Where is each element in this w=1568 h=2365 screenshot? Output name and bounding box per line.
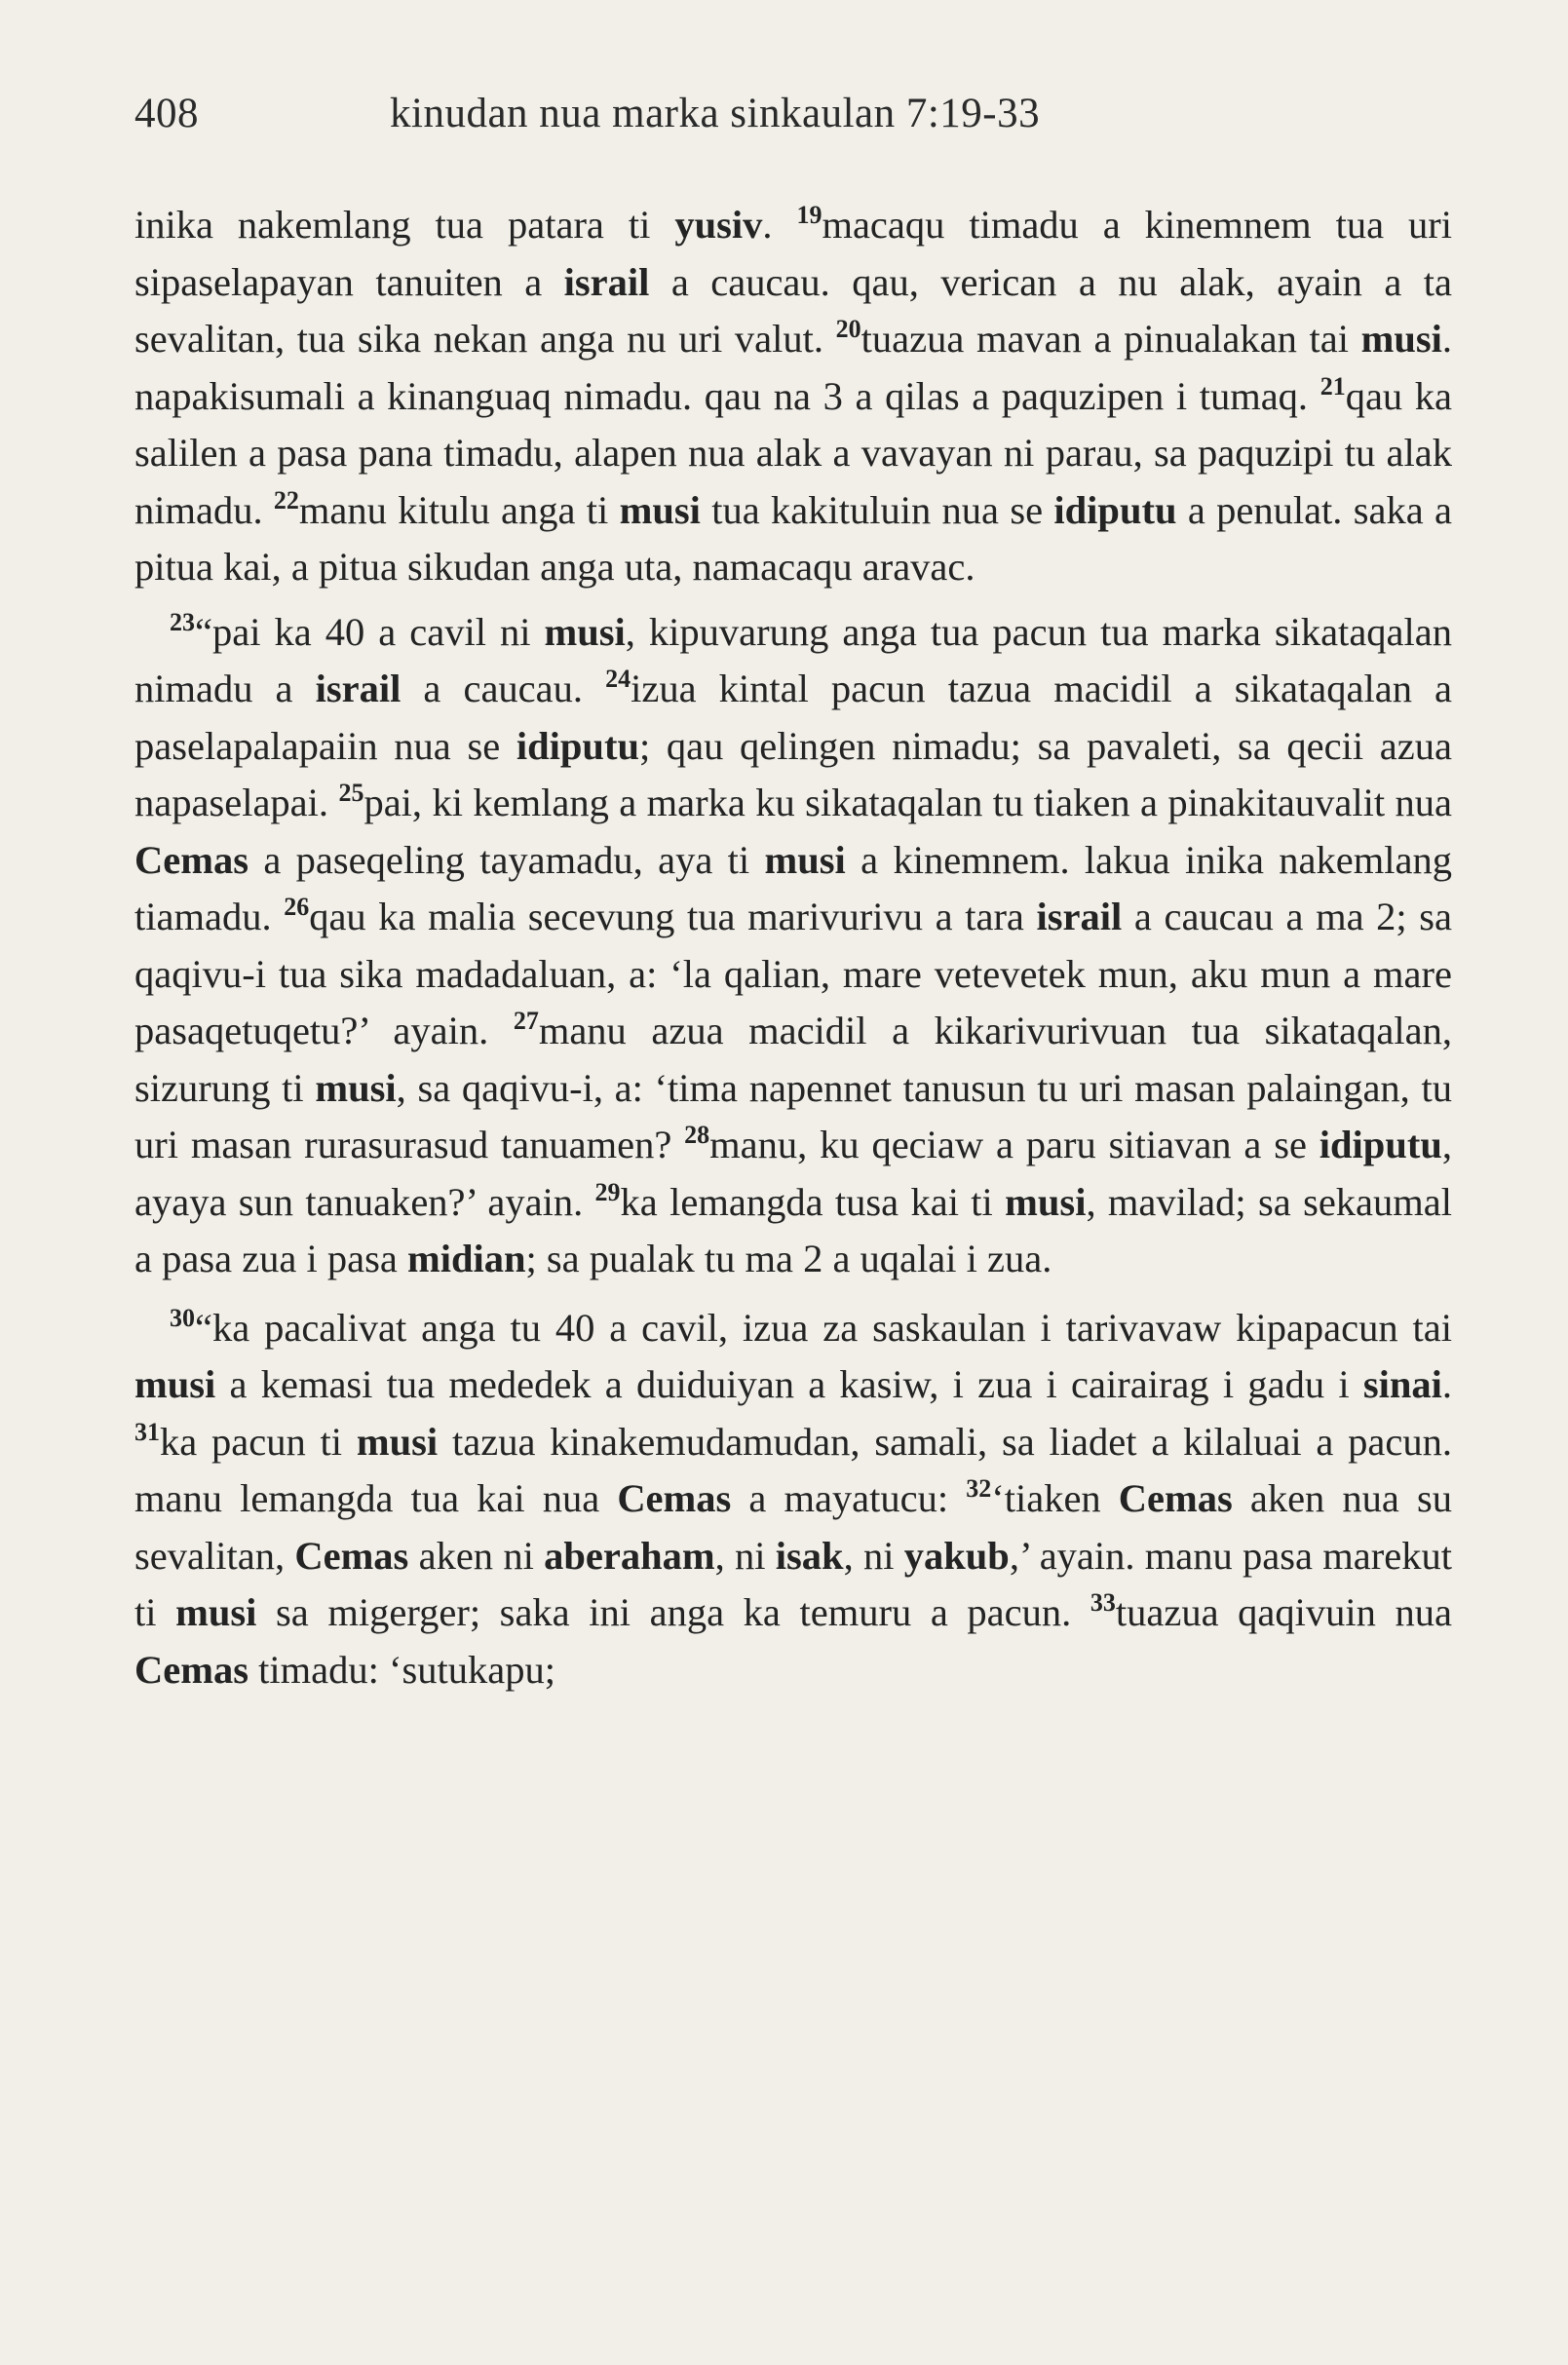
verse-number: 23 — [170, 607, 195, 636]
text-run: , ni — [843, 1533, 904, 1578]
bold-name: Cemas — [617, 1476, 732, 1520]
text-run: a penulat. saka a pitua kai, a pitua sikudan anga uta, namacaqu aravac. — [134, 487, 1452, 589]
verse-number: 22 — [273, 485, 299, 515]
text-run: aken nua su sevalitan, — [134, 1476, 1452, 1578]
text-run: , ayaya sun tanuaken?’ ayain. — [134, 1123, 1452, 1224]
bold-name: musi — [619, 487, 701, 532]
bold-name: idiputu — [516, 723, 639, 768]
text-run: ,’ ayain. manu pasa marekut ti — [134, 1533, 1452, 1634]
text-run: tuazua qaqivuin nua — [1115, 1590, 1452, 1634]
bold-name: Cemas — [134, 837, 249, 882]
text-run: ; qau qelingen nimadu; sa pavaleti, sa qecii azua napaselapai. — [134, 723, 1452, 824]
bold-name: aberaham — [544, 1533, 715, 1578]
running-title: kinudan nua marka sinkaulan 7:19-33 — [390, 91, 1041, 136]
bold-name: Cemas — [294, 1533, 409, 1578]
text-run: . — [762, 203, 797, 247]
text-run: qau ka salilen a pasa pana timadu, alapen nua alak a vavayan ni parau, sa paquzipi tu alak nimadu. — [134, 373, 1453, 532]
text-run: tazua kinakemudamudan, samali, sa liadet a kilaluai a pacun. manu lemangda tua kai nua — [134, 1419, 1453, 1520]
bold-name: musi — [764, 837, 846, 882]
bold-name: isak — [775, 1533, 844, 1578]
text-run: , kipuvarung anga tua pacun tua marka sikataqalan nimadu a — [134, 609, 1452, 710]
text-run: tuazua mavan a pinualakan tai — [860, 317, 1361, 361]
text-run: , ni — [714, 1533, 776, 1578]
text-run: aken ni — [408, 1533, 545, 1578]
bold-name: musi — [175, 1590, 257, 1634]
bold-name: yakub — [903, 1533, 1010, 1578]
text-run: a caucau. — [401, 667, 606, 710]
bold-name: musi — [134, 1362, 216, 1406]
verse-number: 28 — [684, 1121, 710, 1149]
text-run: sa migerger; saka ini anga ka temuru a pacun. — [256, 1590, 1090, 1634]
text-run: ka lemangda tusa kai ti — [620, 1179, 1006, 1224]
verse-number: 24 — [605, 665, 631, 693]
text-run: ‘tiaken — [991, 1476, 1119, 1520]
text-run: ; sa pualak tu ma 2 a uqalai i zua. — [525, 1237, 1052, 1280]
text-run: a mayatucu: — [731, 1476, 967, 1520]
bold-name: israil — [563, 259, 650, 304]
text-run: a kemasi tua mededek a duiduiyan a kasiw, i zua i cairairag i gadu i — [215, 1362, 1363, 1406]
bold-name: idiputu — [1053, 487, 1177, 532]
page-number: 408 — [134, 91, 199, 136]
verse-number: 25 — [338, 779, 364, 807]
text-run: manu azua macidil a kikarivurivuan tua sikataqalan, sizurung ti — [134, 1009, 1452, 1110]
text-run: manu kitulu anga ti — [298, 487, 620, 532]
text-run: timadu: ‘sutukapu; — [248, 1647, 555, 1692]
body-text — [134, 197, 1452, 1698]
paragraph-3 — [134, 1300, 1452, 1699]
bold-name: Cemas — [1118, 1476, 1233, 1520]
text-run: . napakisumali a kinanguaq nimadu. qau na 3 a qilas a paquzipen i tumaq. — [134, 317, 1452, 418]
bold-name: sinai — [1362, 1362, 1442, 1406]
bold-name: idiputu — [1319, 1123, 1442, 1166]
verse-number: 32 — [966, 1474, 992, 1503]
text-run: manu, ku qeciaw a paru sitiavan a se — [709, 1123, 1319, 1166]
text-run: izua kintal pacun tazua macidil a sikataqalan a paselapalapaiin nua se — [134, 667, 1452, 768]
text-run: a caucau a ma 2; sa qaqivu-i tua sika madadaluan, a: ‘la qalian, mare vetevetek mun, aku mun a mare pasaqetuqetu?’ ayain. — [134, 895, 1453, 1052]
text-run: “ka pacalivat anga tu 40 a cavil, izua za saskaulan i tarivavaw kipapacun tai — [195, 1305, 1452, 1350]
verse-number: 29 — [594, 1177, 621, 1206]
text-run: a kinemnem. lakua inika nakemlang tiamadu. — [134, 837, 1452, 938]
bold-name: musi — [1005, 1179, 1087, 1224]
verse-number: 31 — [134, 1417, 160, 1446]
paragraph-1 — [134, 197, 1452, 596]
bold-name: musi — [544, 609, 626, 654]
text-run: . — [1441, 1362, 1452, 1406]
text-run: inika nakemlang tua patara ti — [134, 203, 675, 247]
bold-name: musi — [315, 1065, 397, 1110]
text-run: ka pacun ti — [160, 1419, 357, 1464]
text-run: tua kakituluin nua se — [700, 487, 1054, 532]
text-run: macaqu timadu a kinemnem tua uri sipaselapayan tanuiten a — [134, 203, 1452, 304]
paragraph-2 — [134, 604, 1452, 1288]
text-run: qau ka malia secevung tua marivurivu a tara — [309, 895, 1037, 938]
verse-number: 19 — [796, 201, 822, 229]
bold-name: musi — [356, 1419, 439, 1464]
bold-name: yusiv — [674, 203, 763, 247]
bold-name: israil — [315, 667, 402, 710]
text-run: a caucau. qau, verican a nu alak, ayain a ta sevalitan, tua sika nekan anga nu uri valut. — [134, 259, 1453, 361]
bold-name: musi — [1360, 317, 1442, 361]
text-run: pai, ki kemlang a marka ku sikataqalan tu tiaken a pinakitauvalit nua — [363, 781, 1452, 824]
text-run: “pai ka 40 a cavil ni — [195, 609, 545, 654]
verse-number: 27 — [513, 1007, 539, 1035]
bold-name: Cemas — [134, 1647, 249, 1692]
text-run: , mavilad; sa sekaumal a pasa zua i pasa — [134, 1179, 1453, 1280]
verse-number: 26 — [284, 893, 310, 921]
bold-name: israil — [1036, 895, 1123, 938]
text-run: a paseqeling tayamadu, aya ti — [248, 837, 765, 882]
verse-number: 30 — [170, 1303, 195, 1332]
verse-number: 21 — [1319, 371, 1346, 401]
verse-number: 20 — [835, 315, 861, 343]
text-run: , sa qaqivu-i, a: ‘tima napennet tanusun tu uri masan palaingan, tu uri masan rurasurasud tanuamen? — [134, 1065, 1452, 1166]
bold-name: midian — [406, 1237, 526, 1280]
verse-number: 33 — [1090, 1588, 1116, 1617]
